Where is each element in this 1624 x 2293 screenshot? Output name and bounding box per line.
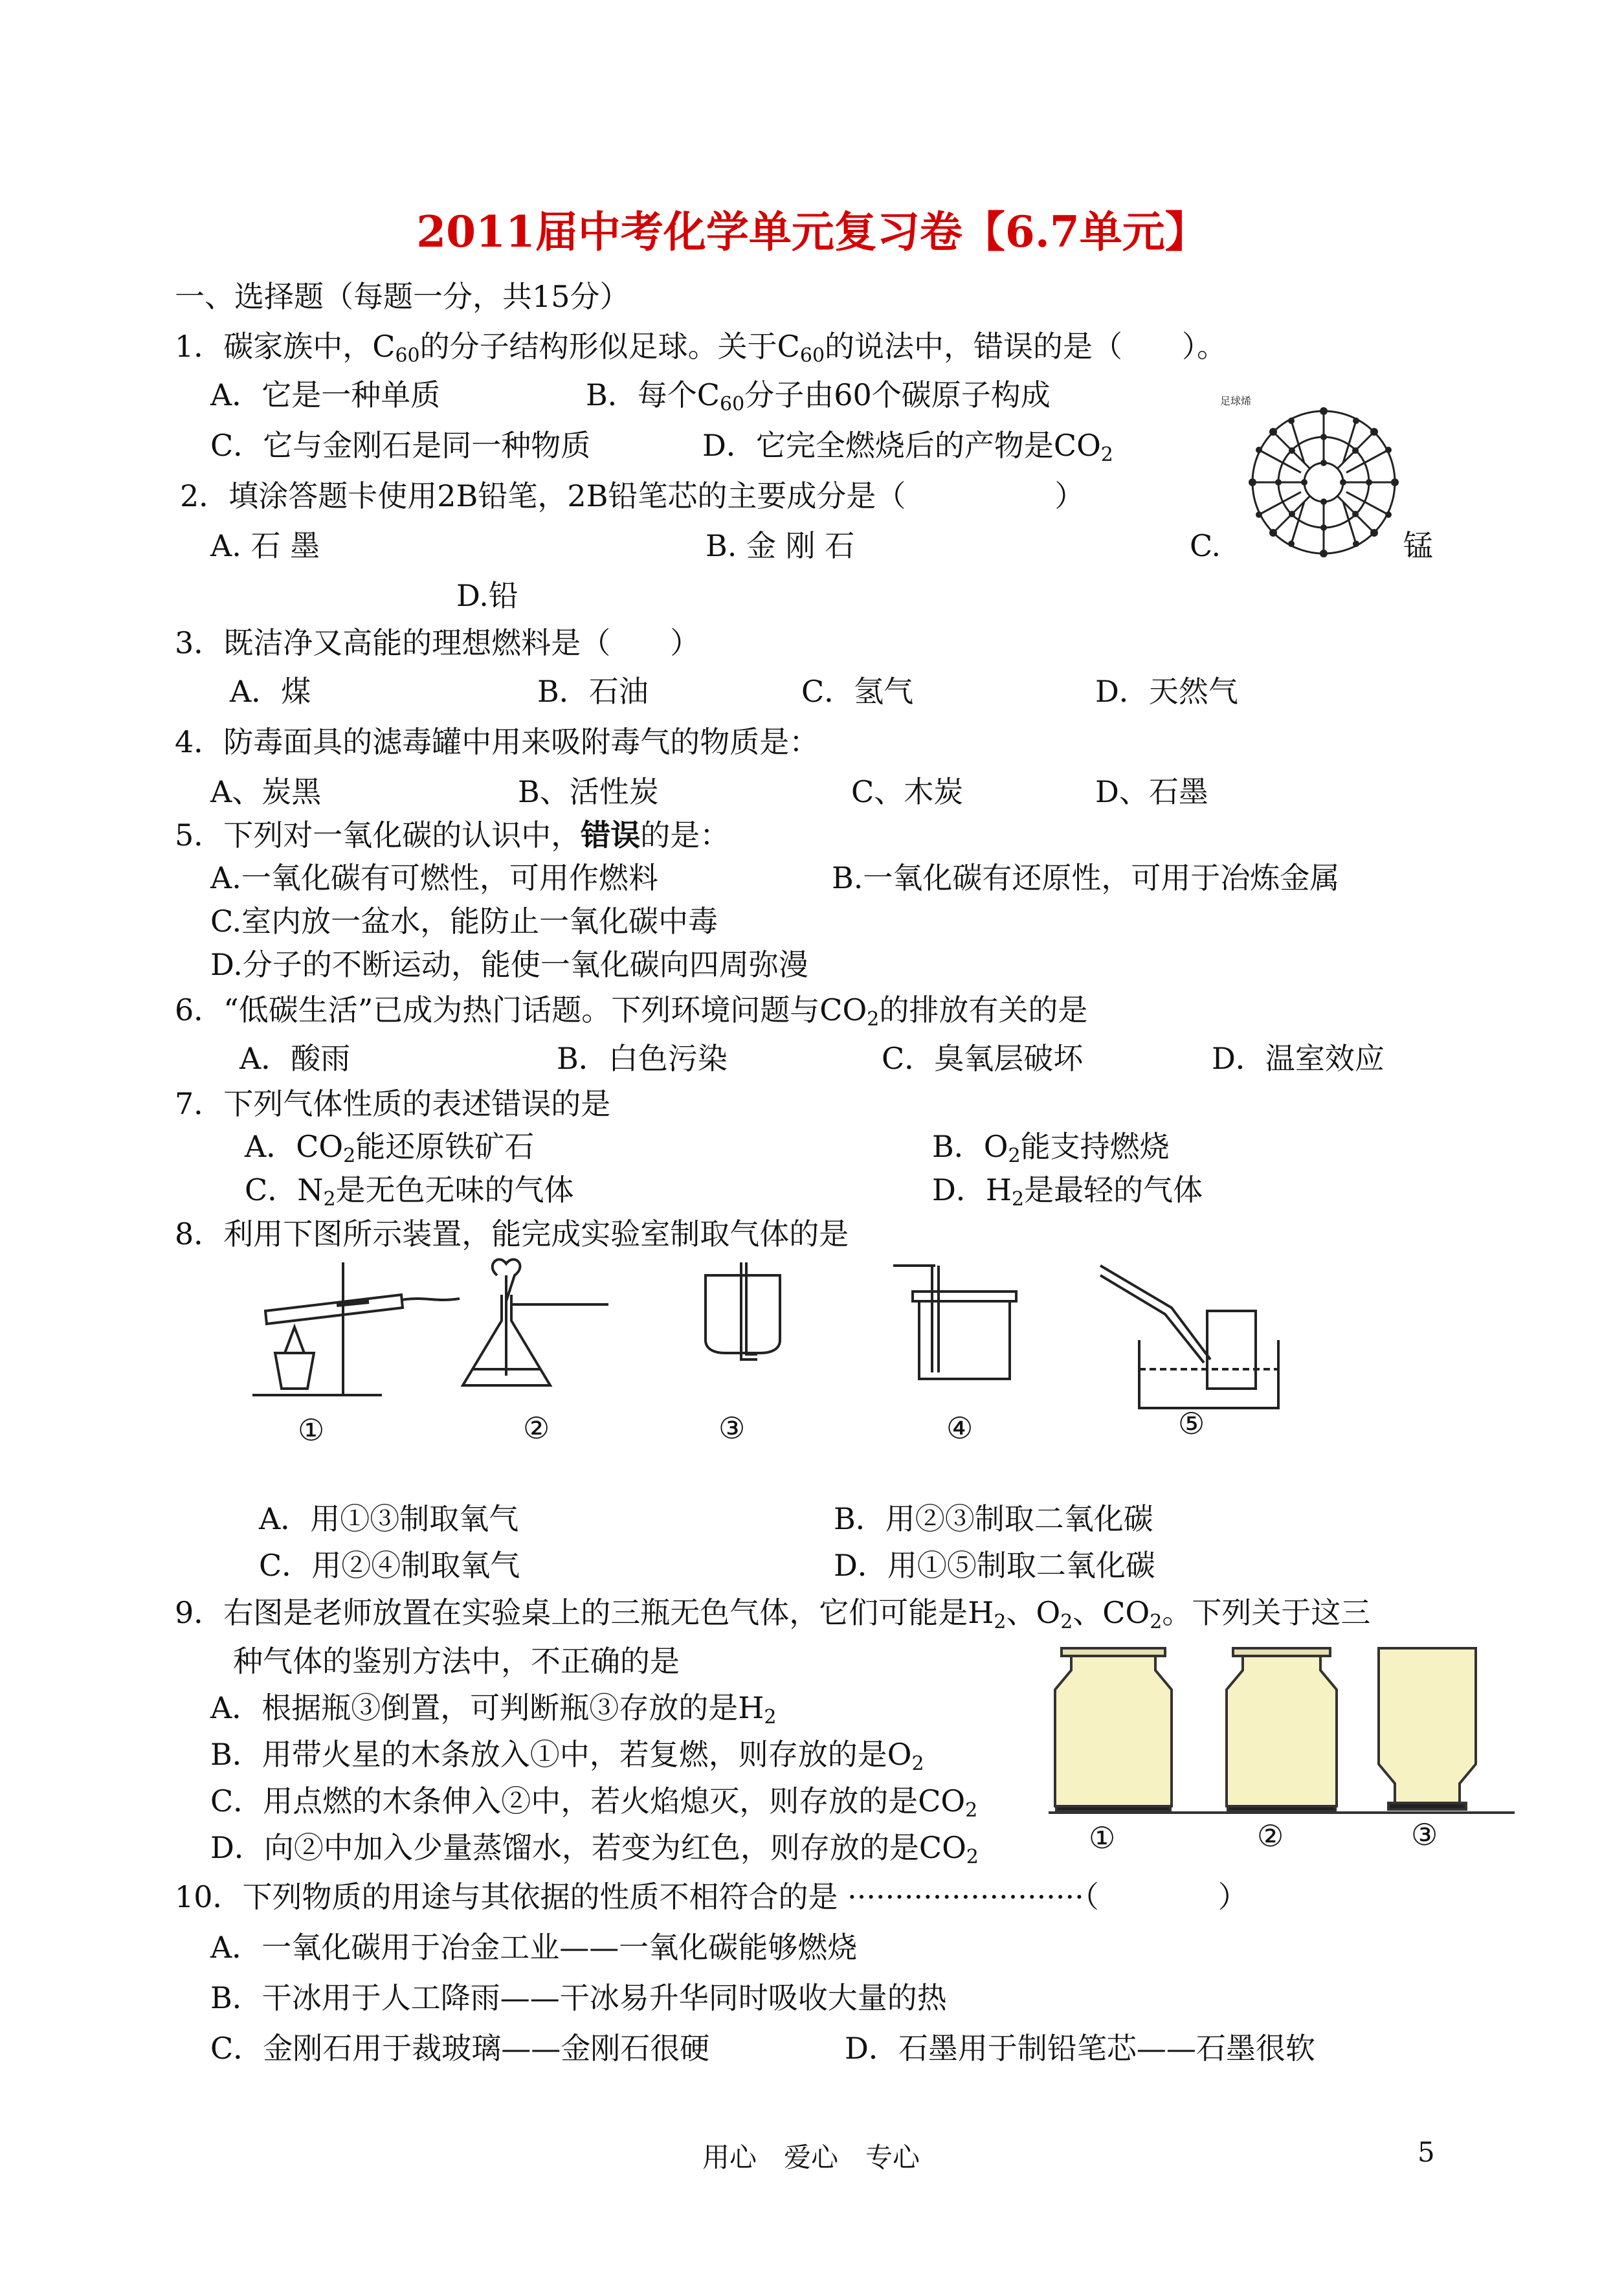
c60-figure-label: 足球烯 [1220,395,1252,407]
q6-option-a: A．酸雨 [239,1041,351,1076]
q2-option-c: C. [1190,528,1221,563]
q2-option-a: A. 石 墨 [210,528,320,563]
apparatus-label-1: ① [298,1413,325,1444]
q2-option-d: D.铅 [456,578,518,613]
q1-option-a: A．它是一种单质 [210,377,441,412]
q4-option-d: D、石墨 [1095,774,1208,809]
question-3-stem: 3．既洁净又高能的理想燃料是（ ） [175,625,700,660]
q3-option-d: D．天然气 [1095,674,1238,709]
q7-option-c: C．$N_2$是无色无味的气体 [245,1172,574,1211]
q10-option-d: D．石墨用于制铅笔芯——石墨很软 [845,2031,1315,2066]
question-7-stem: 7．下列气体性质的表述错误的是 [175,1086,611,1121]
apparatus-figure [239,1249,1307,1444]
q7-option-b: B．$O_2$能支持燃烧 [932,1129,1170,1167]
q8-option-c: C．用②④制取氧气 [259,1548,520,1583]
apparatus-5-water-trough [1100,1266,1278,1408]
q7-option-d: D．$H_2$是最轻的气体 [932,1172,1203,1211]
apparatus-3-collection-bottle [706,1262,780,1359]
q4-option-c: C、木炭 [851,774,964,809]
q8-option-b: B．用②③制取二氧化碳 [834,1501,1153,1536]
q1-option-b: B．每个$C_{60}$分子由60个碳原子构成 [586,377,1051,416]
q6-option-b: B．白色污染 [557,1041,728,1076]
apparatus-1-heating-tube [252,1262,460,1395]
q2-option-b: B. 金 刚 石 [706,528,855,563]
q8-option-d: D．用①⑤制取二氧化碳 [834,1548,1155,1583]
question-8-stem: 8．利用下图所示装置，能完成实验室制取气体的是 [175,1216,849,1251]
q5-option-a: A.一氧化碳有可燃性，可用作燃料 [210,860,658,895]
q4-option-b: B、活性炭 [518,774,659,809]
q5-option-b: B.一氧化碳有还原性，可用于冶炼金属 [832,860,1340,895]
q5-option-d: D.分子的不断运动，能使一氧化碳向四周弥漫 [210,947,808,982]
footer-slogan: 用心 爱心 专心 [702,2142,920,2173]
q3-option-a: A．煤 [230,674,311,709]
q8-option-a: A．用①③制取氧气 [259,1501,519,1536]
bottle-2 [1227,1648,1337,1811]
question-6-stem: 6．“低碳生活”已成为热门话题。下列环境问题与$CO_2$的排放有关的是 [175,992,1088,1031]
apparatus-label-2: ② [523,1411,550,1444]
q6-option-c: C．臭氧层破坏 [882,1041,1084,1076]
q6-option-d: D．温室效应 [1212,1041,1385,1076]
q9-option-d: D．向②中加入少量蒸馏水，若变为红色，则存放的是$CO_2$ [210,1830,979,1868]
page-number: 5 [1418,2136,1435,2168]
q9-option-a: A．根据瓶③倒置，可判断瓶③存放的是$H_2$ [210,1690,777,1728]
section-heading: 一、选择题（每题一分，共15分） [175,279,630,314]
q3-option-b: B．石油 [537,674,649,709]
q7-option-a: A．$CO_2$能还原铁矿石 [245,1129,535,1167]
q2-option-c-tail: 锰 [1403,528,1433,563]
q10-option-c: C．金刚石用于裁玻璃——金刚石很硬 [210,2031,710,2066]
apparatus-label-4: ④ [946,1411,973,1444]
q10-option-b: B．干冰用于人工降雨——干冰易升华同时吸收大量的热 [210,1980,947,2015]
question-10-stem: 10．下列物质的用途与其依据的性质不相符合的是 ·························（ ） [175,1879,1248,1914]
question-9-stem-line2: 种气体的鉴别方法中，不正确的是 [233,1644,680,1679]
bottle-3-inverted [1379,1648,1476,1809]
apparatus-label-5: ⑤ [1178,1406,1205,1441]
gas-bottles-figure [1049,1644,1515,1864]
q1-option-d: D．它完全燃烧后的产物是$CO_2$ [702,428,1113,466]
bottle-label-2: ② [1257,1818,1284,1853]
apparatus-2-flask-funnel [463,1259,608,1385]
bottle-1 [1055,1648,1172,1811]
q9-option-c: C．用点燃的木条伸入②中，若火焰熄灭，则存放的是$CO_2$ [210,1784,978,1822]
q10-option-a: A．一氧化碳用于冶金工业——一氧化碳能够燃烧 [210,1930,858,1965]
apparatus-4-wash-bottle [893,1266,1016,1379]
q1-option-c: C．它与金刚石是同一种物质 [210,428,591,463]
q4-option-a: A、炭黑 [210,774,322,809]
bottle-label-1: ① [1089,1820,1116,1855]
question-5-stem: 5．下列对一氧化碳的认识中，错误的是： [175,818,730,853]
page-title: 2011届中考化学单元复习卷【6.7单元】 [416,207,1208,257]
question-9-stem-line1: 9．右图是老师放置在实验桌上的三瓶无色气体，它们可能是$H_2$、$O_2$、$CO_2$。下列关于这三 [175,1595,1371,1633]
question-1-stem: 1．碳家族中，$C_{60}$的分子结构形似足球。关于$C_{60}$的说法中，错误的是（ ）。 [175,329,1227,367]
q5-option-c: C.室内放一盆水，能防止一氧化碳中毒 [210,904,718,939]
apparatus-label-3: ③ [718,1411,746,1444]
q9-option-b: B．用带火星的木条放入①中，若复燃，则存放的是$O_2$ [210,1737,924,1775]
question-4-stem: 4．防毒面具的滤毒罐中用来吸附毒气的物质是： [175,724,819,759]
bottle-label-3: ③ [1411,1817,1438,1852]
q3-option-c: C．氢气 [801,674,914,709]
question-2-stem: 2．填涂答题卡使用2B铅笔，2B铅笔芯的主要成分是（ ） [180,478,1085,513]
